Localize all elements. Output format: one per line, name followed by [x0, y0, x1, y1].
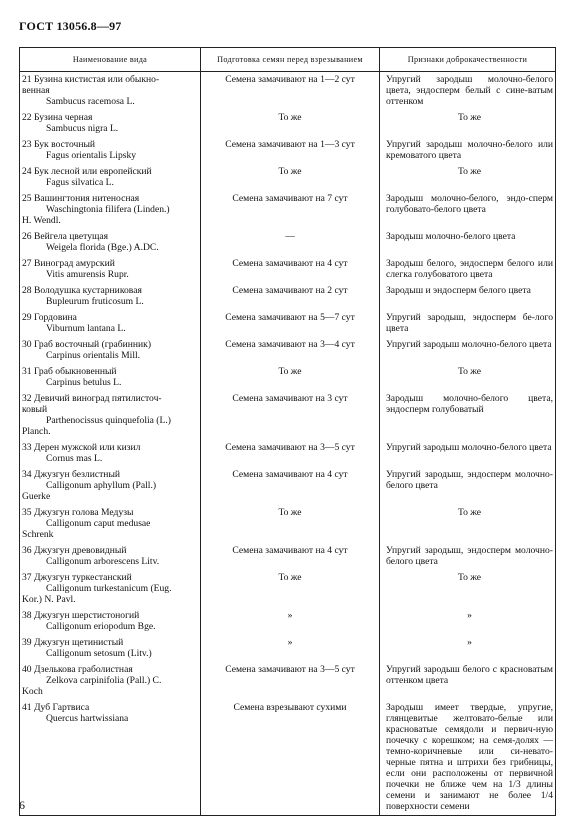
- species-name-cell: [20, 310, 201, 337]
- species-name-cell: [20, 164, 201, 191]
- species-russian-name: 40 Дзелькова граболистная: [22, 664, 133, 675]
- table-row: [20, 310, 556, 337]
- species-russian-name: 26 Вейгела цветущая: [22, 231, 109, 242]
- table-row: [20, 505, 556, 543]
- species-russian-name: 27 Виноград амурский: [22, 258, 115, 269]
- quality-signs-cell: »: [380, 608, 556, 635]
- preparation-cell: Семена замачивают на 1—2 сут: [201, 72, 380, 111]
- quality-signs-cell: Упругий зародыш, эндосперм бе-лого цвета: [380, 310, 556, 337]
- table-row: [20, 391, 556, 440]
- preparation-cell: То же: [201, 570, 380, 608]
- quality-signs-cell: То же: [380, 110, 556, 137]
- column-header-preparation: Подготовка семян перед взрезыванием: [201, 48, 380, 72]
- quality-signs-cell: »: [380, 635, 556, 662]
- page-number: 6: [19, 798, 25, 812]
- preparation-cell: То же: [201, 505, 380, 543]
- species-latin-name: Zelkova carpinifolia (Pall.) C.: [46, 675, 162, 686]
- species-latin-name: Guerke: [22, 491, 51, 502]
- quality-signs-cell: Зародыш и эндосперм белого цвета: [380, 283, 556, 310]
- table-row: [20, 283, 556, 310]
- species-latin-name: Cornus mas L.: [46, 453, 103, 464]
- preparation-cell: Семена взрезывают сухими: [201, 700, 380, 816]
- preparation-cell: Семена замачивают на 3—5 сут: [201, 440, 380, 467]
- species-latin-name: Bupleurum fruticosum L.: [46, 296, 144, 307]
- species-russian-name: венная: [22, 85, 50, 96]
- species-name-cell: [20, 72, 201, 111]
- species-latin-name: Weigela florida (Bge.) A.DC.: [46, 242, 159, 253]
- species-latin-name: Sambucus racemosa L.: [46, 96, 135, 107]
- table-row: [20, 191, 556, 229]
- species-latin-name: Fagus orientalis Lipsky: [46, 150, 137, 161]
- quality-signs-cell: То же: [380, 364, 556, 391]
- species-name-cell: [20, 256, 201, 283]
- species-latin-name: Calligonum caput medusae: [46, 518, 151, 529]
- species-name-cell: [20, 700, 201, 816]
- species-russian-name: 38 Джузгун шерстистоногий: [22, 610, 140, 621]
- preparation-cell: —: [201, 229, 380, 256]
- table-row: [20, 337, 556, 364]
- table-row: [20, 256, 556, 283]
- species-name-cell: [20, 608, 201, 635]
- species-latin-name: Vitis amurensis Rupr.: [46, 269, 129, 280]
- table-row: [20, 662, 556, 700]
- table-row: [20, 72, 556, 111]
- species-russian-name: 21 Бузина кистистая или обыкно-: [22, 74, 160, 85]
- table-row: [20, 700, 556, 816]
- table-row: [20, 137, 556, 164]
- species-name-cell: [20, 505, 201, 543]
- quality-signs-cell: Упругий зародыш белого с красноватым оттенком цвета: [380, 662, 556, 700]
- species-latin-name: Viburnum lantana L.: [46, 323, 126, 334]
- species-latin-name: Carpinus orientalis Mill.: [46, 350, 141, 361]
- species-latin-name: Planch.: [22, 426, 51, 437]
- species-latin-name: Fagus silvatica L.: [46, 177, 114, 188]
- table-row: [20, 467, 556, 505]
- species-latin-name: Waschingtonia filifera (Linden.): [46, 204, 170, 215]
- species-name-cell: [20, 229, 201, 256]
- species-russian-name: 29 Гордовина: [22, 312, 77, 323]
- preparation-cell: Семена замачивают на 3 сут: [201, 391, 380, 440]
- quality-signs-cell: Упругий зародыш молочно-белого цвета, эндосперм белый с сине-ватым оттенком: [380, 72, 556, 111]
- document-code: ГОСТ 13056.8—97: [19, 19, 122, 33]
- quality-signs-cell: Упругий зародыш молочно-белого цвета: [380, 440, 556, 467]
- quality-signs-cell: Упругий зародыш молочно-белого или кремоватого цвета: [380, 137, 556, 164]
- species-russian-name: ковый: [22, 404, 48, 415]
- species-name-cell: [20, 137, 201, 164]
- preparation-cell: »: [201, 635, 380, 662]
- preparation-cell: Семена замачивают на 4 сут: [201, 543, 380, 570]
- species-russian-name: 25 Вашингтония нитеносная: [22, 193, 140, 204]
- species-name-cell: [20, 283, 201, 310]
- species-name-cell: [20, 440, 201, 467]
- species-name-cell: [20, 543, 201, 570]
- quality-signs-cell: Зародыш молочно-белого, эндо-сперм голубовато-белого цвета: [380, 191, 556, 229]
- species-latin-name: Schrenk: [22, 529, 54, 540]
- species-latin-name: Calligonum aphyllum (Pall.): [46, 480, 157, 491]
- quality-signs-cell: Зародыш белого, эндосперм белого или слегка голубоватого цвета: [380, 256, 556, 283]
- species-russian-name: 33 Дерен мужской или кизил: [22, 442, 141, 453]
- preparation-cell: Семена замачивают на 2 сут: [201, 283, 380, 310]
- species-russian-name: 39 Джузгун щетинистый: [22, 637, 124, 648]
- preparation-cell: »: [201, 608, 380, 635]
- species-latin-name: Quercus hartwissiana: [46, 713, 129, 724]
- column-header-quality-signs: Признаки доброкачественности: [380, 48, 556, 72]
- preparation-cell: Семена замачивают на 4 сут: [201, 467, 380, 505]
- quality-signs-cell: Упругий зародыш, эндосперм молочно-белого цвета: [380, 543, 556, 570]
- species-russian-name: 22 Бузина черная: [22, 112, 93, 123]
- species-latin-name: Carpinus betulus L.: [46, 377, 122, 388]
- table-row: [20, 164, 556, 191]
- species-name-cell: [20, 662, 201, 700]
- species-latin-name: Koch: [22, 686, 43, 697]
- species-name-cell: [20, 391, 201, 440]
- species-name-cell: [20, 337, 201, 364]
- species-russian-name: 35 Джузгун голова Медузы: [22, 507, 134, 518]
- table-row: [20, 229, 556, 256]
- species-russian-name: 37 Джузгун туркестанский: [22, 572, 132, 583]
- table-row: [20, 440, 556, 467]
- species-latin-name: Sambucus nigra L.: [46, 123, 119, 134]
- species-latin-name: Kor.) N. Pavl.: [22, 594, 76, 605]
- species-name-cell: [20, 467, 201, 505]
- species-russian-name: 32 Девичий виноград пятилисточ-: [22, 393, 162, 404]
- quality-signs-cell: Зародыш молочно-белого цвета, эндосперм голубоватый: [380, 391, 556, 440]
- species-russian-name: 28 Володушка кустарниковая: [22, 285, 142, 296]
- table-row: [20, 608, 556, 635]
- preparation-cell: Семена замачивают на 1—3 сут: [201, 137, 380, 164]
- preparation-cell: То же: [201, 364, 380, 391]
- quality-signs-cell: Упругий зародыш, эндосперм молочно-белого цвета: [380, 467, 556, 505]
- species-table: [19, 47, 556, 816]
- preparation-cell: Семена замачивают на 5—7 сут: [201, 310, 380, 337]
- preparation-cell: Семена замачивают на 3—4 сут: [201, 337, 380, 364]
- quality-signs-cell: То же: [380, 164, 556, 191]
- preparation-cell: Семена замачивают на 3—5 сут: [201, 662, 380, 700]
- table-row: [20, 635, 556, 662]
- species-name-cell: [20, 635, 201, 662]
- species-russian-name: 23 Бук восточный: [22, 139, 96, 150]
- preparation-cell: Семена замачивают на 4 сут: [201, 256, 380, 283]
- species-russian-name: 36 Джузгун древовидный: [22, 545, 127, 556]
- species-russian-name: 41 Дуб Гартвиса: [22, 702, 90, 713]
- table-header-row: [20, 48, 556, 72]
- table-row: [20, 364, 556, 391]
- species-russian-name: 30 Граб восточный (грабинник): [22, 339, 152, 350]
- species-russian-name: 24 Бук лесной или европейский: [22, 166, 152, 177]
- quality-signs-cell: Зародыш молочно-белого цвета: [380, 229, 556, 256]
- preparation-cell: То же: [201, 110, 380, 137]
- species-name-cell: [20, 364, 201, 391]
- preparation-cell: То же: [201, 164, 380, 191]
- species-latin-name: Calligonum turkestanicum (Eug.: [46, 583, 172, 594]
- species-name-cell: [20, 191, 201, 229]
- quality-signs-cell: Упругий зародыш молочно-белого цвета: [380, 337, 556, 364]
- species-latin-name: Calligonum arborescens Litv.: [46, 556, 160, 567]
- species-name-cell: [20, 570, 201, 608]
- quality-signs-cell: Зародыш имеет твердые, упругие, глянцевитые желтовато-белые или красноватые семядоли и первич-ную почечку с корешком; на семя-долях — темно-коричневые или си-невато-черные пятна и штрихи без грибницы, если они расположены от первичной почечки не ближе чем на 1/3 длины семени и занимают не более 1/4 поверхности семени: [380, 700, 556, 816]
- species-latin-name: Calligonum setosum (Litv.): [46, 648, 152, 659]
- species-latin-name: H. Wendl.: [22, 215, 61, 226]
- species-name-cell: [20, 110, 201, 137]
- preparation-cell: Семена замачивают на 7 сут: [201, 191, 380, 229]
- quality-signs-cell: То же: [380, 505, 556, 543]
- species-russian-name: 31 Граб обыкновенный: [22, 366, 117, 377]
- species-russian-name: 34 Джузгун безлистный: [22, 469, 121, 480]
- table-row: [20, 110, 556, 137]
- table-row: [20, 570, 556, 608]
- species-latin-name: Calligonum eriopodum Bge.: [46, 621, 156, 632]
- column-header-species: Наименование вида: [20, 48, 201, 72]
- quality-signs-cell: То же: [380, 570, 556, 608]
- species-latin-name: Parthenocissus quinquefolia (L.): [46, 415, 171, 426]
- table-row: [20, 543, 556, 570]
